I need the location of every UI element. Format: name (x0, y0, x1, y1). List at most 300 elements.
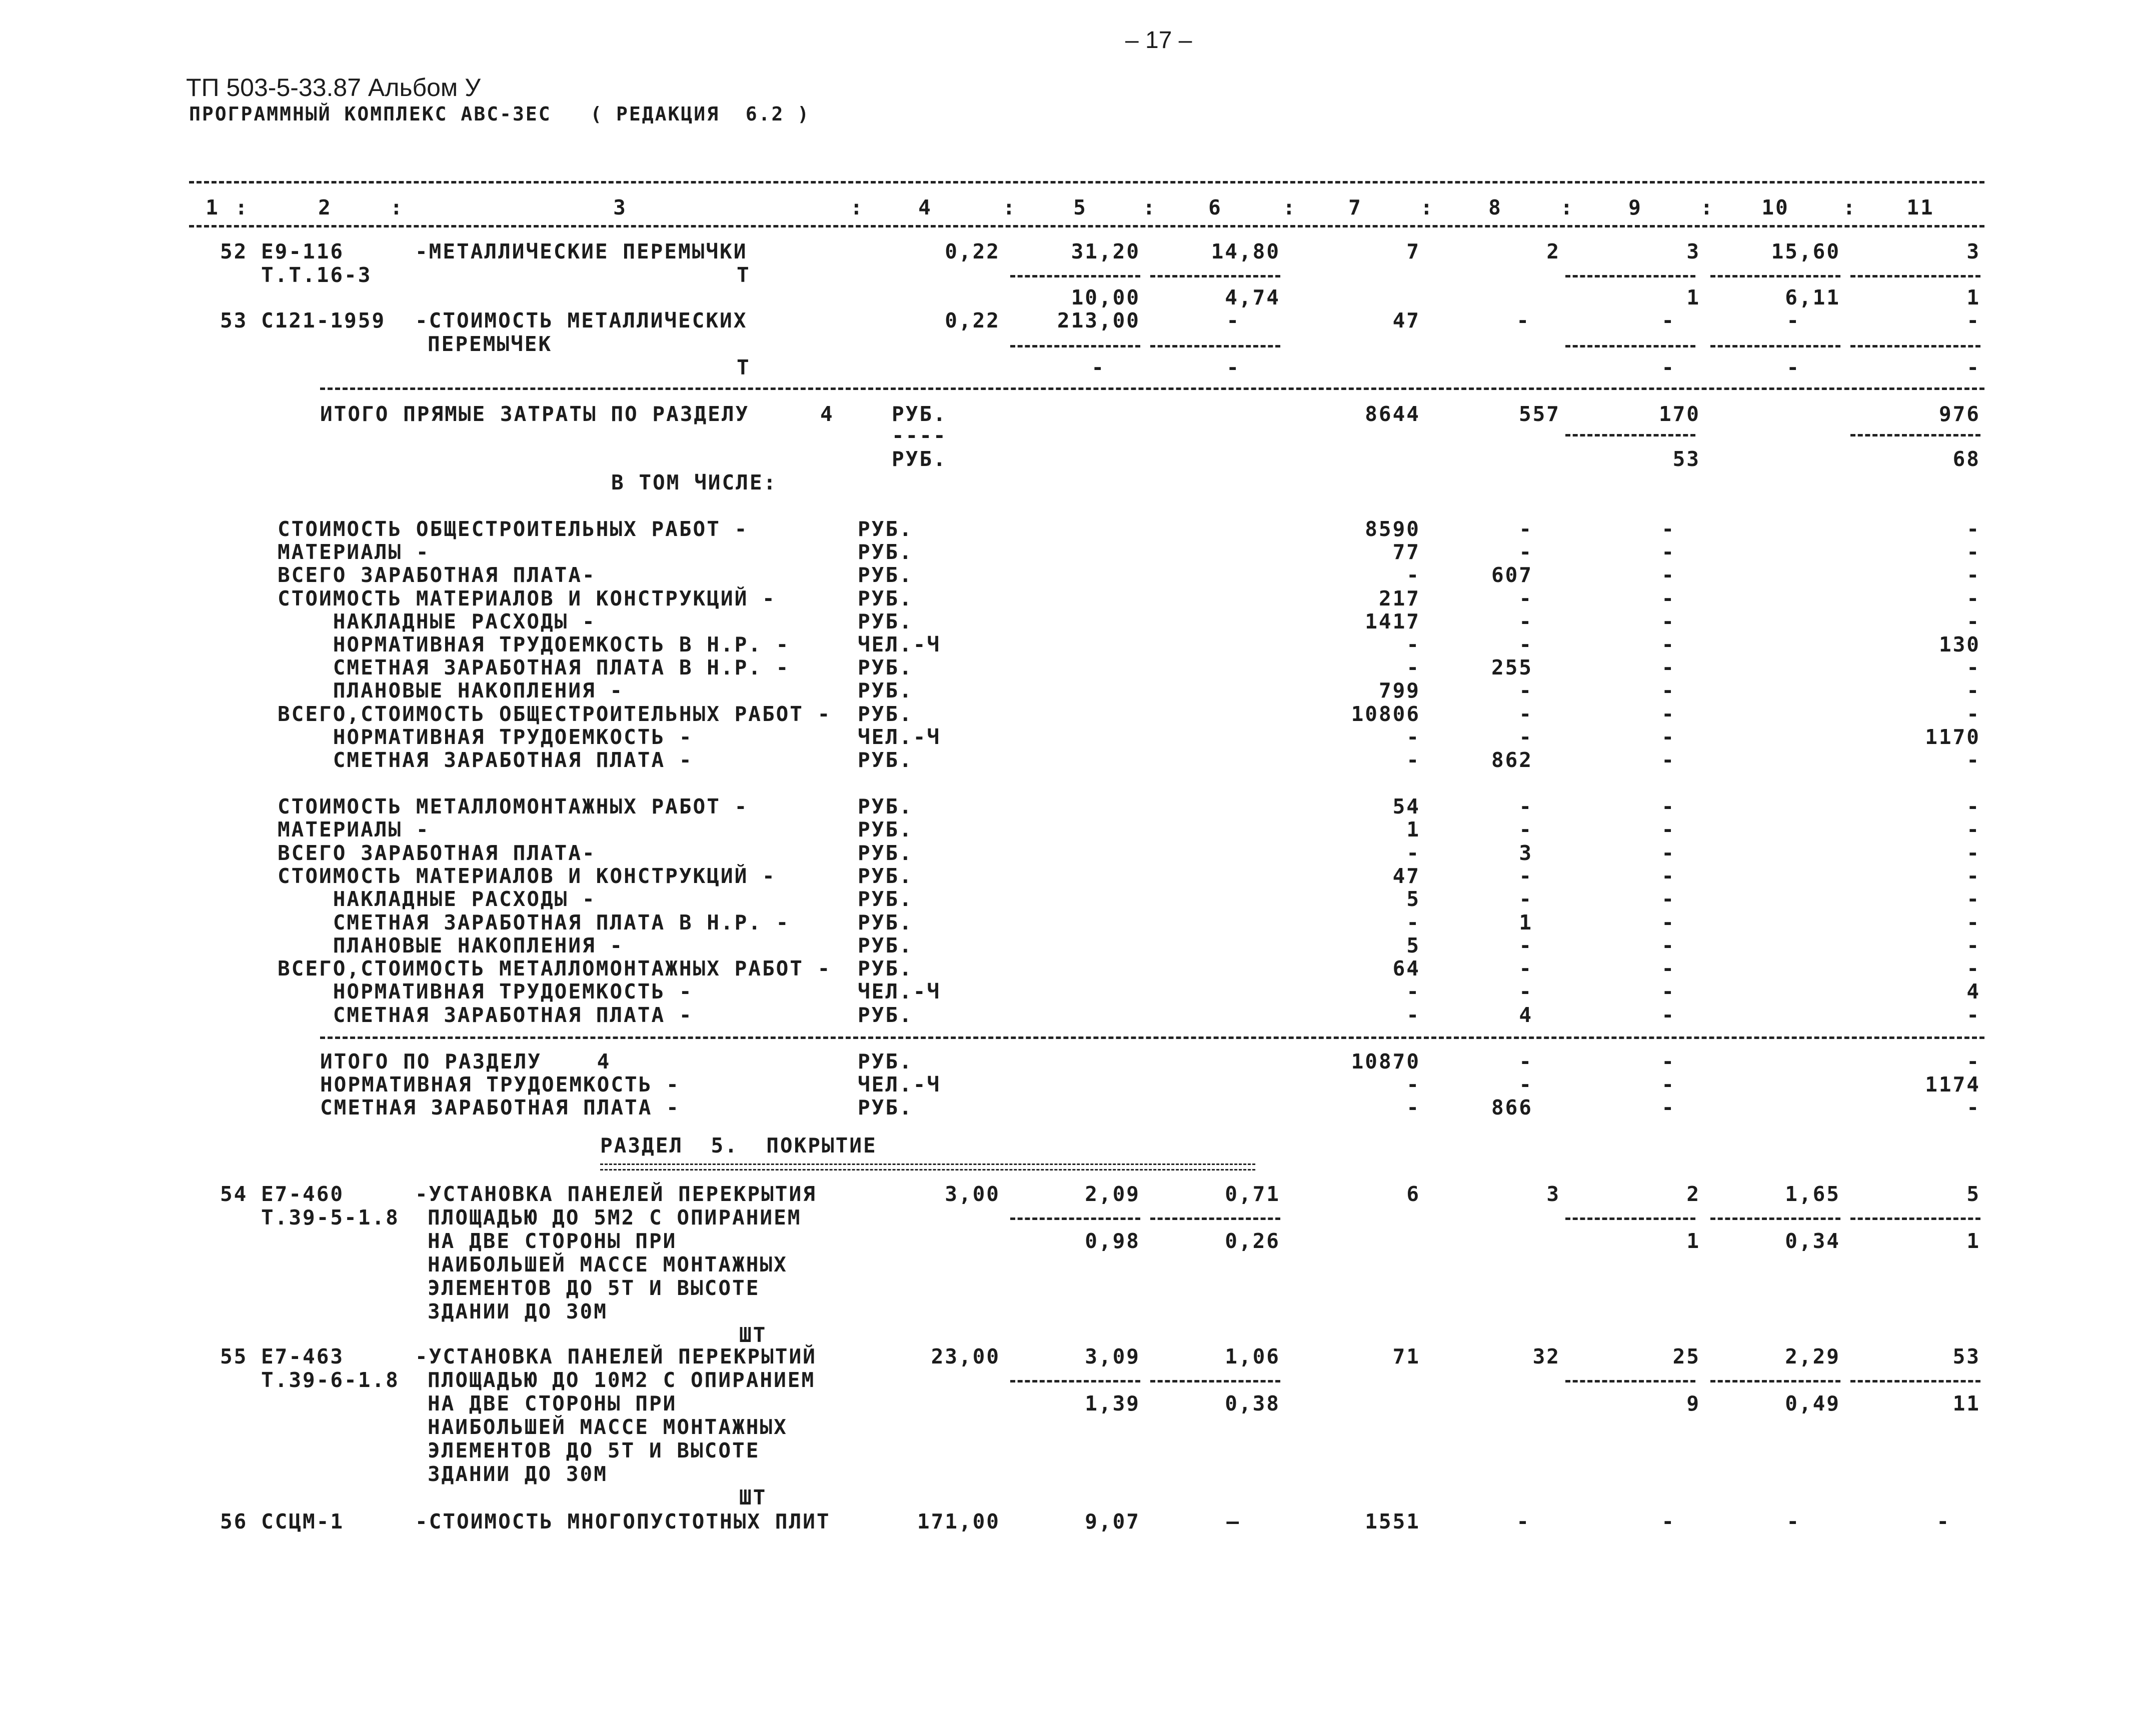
cell-c7: - (1406, 632, 1420, 656)
cell-c8: - (1519, 517, 1533, 541)
cell-c4: 0,22 (945, 308, 1000, 332)
item-description-cont: ЭЛЕМЕНТОВ ДО 5Т И ВЫСОТЕ (428, 1276, 760, 1300)
cell-c8: - (1519, 1050, 1533, 1074)
item-description-cont: ПЛОЩАДЬЮ ДО 5М2 С ОПИРАНИЕМ (428, 1206, 802, 1230)
cell-c11: - (1966, 702, 1980, 726)
col-separator: : (1283, 196, 1297, 220)
cell-c7: 1 (1406, 818, 1420, 842)
cell-c11: 1170 (1925, 724, 1980, 749)
cell-c7: 8644 (1365, 402, 1420, 426)
col-separator: : (1843, 196, 1857, 220)
breakdown-unit: РУБ. (858, 609, 913, 634)
cell-c8: - (1519, 887, 1533, 912)
cell-c9: 170 (1658, 402, 1700, 426)
breakdown-unit: РУБ. (858, 1002, 913, 1027)
item-description: -СТОИМОСТЬ МЕТАЛЛИЧЕСКИХ (415, 308, 748, 332)
cell-c9-wage: 1 (1686, 1229, 1700, 1253)
cell-c9-wage: - (1661, 356, 1675, 380)
breakdown-label: ВСЕГО,СТОИМОСТЬ МЕТАЛЛОМОНТАЖНЫХ РАБОТ - (278, 956, 832, 981)
cell-c8: - (1519, 609, 1533, 634)
item-code-ref: Т.Т.16-3 (261, 263, 372, 287)
cell-c10-wage: 0,49 (1785, 1392, 1840, 1416)
breakdown-unit: РУБ. (858, 586, 913, 610)
cell-c11: 130 (1938, 632, 1980, 656)
cell-c11: - (1966, 840, 1980, 865)
cell-c7: - (1406, 1002, 1420, 1027)
cell-c8: - (1519, 678, 1533, 703)
col-header: 2 (318, 196, 332, 220)
cell-c7: - (1406, 656, 1420, 680)
cell-c9: - (1661, 609, 1675, 634)
cell-c7: 6 (1406, 1182, 1420, 1206)
total-label: ИТОГО ПРЯМЫЕ ЗАТРАТЫ ПО РАЗДЕЛУ (320, 402, 750, 426)
subtotal-rule (1150, 1218, 1280, 1220)
breakdown-unit: РУБ. (858, 702, 913, 726)
total-unit: РУБ. (892, 402, 947, 426)
cell-c5: 213,00 (1057, 308, 1140, 332)
cell-c7: - (1406, 980, 1420, 1004)
cell-c10: 1,65 (1785, 1182, 1840, 1206)
col-header: 9 (1628, 196, 1642, 220)
item-code: Е9-116 (261, 240, 345, 264)
table-top-rule (189, 181, 1984, 184)
cell-c11-wage: 1 (1966, 1229, 1980, 1253)
cell-c10-wage: 0,34 (1785, 1229, 1840, 1253)
cell-c7: - (1406, 840, 1420, 865)
cell-c9: - (1661, 1096, 1675, 1120)
breakdown-label: ПЛАНОВЫЕ НАКОПЛЕНИЯ - (278, 678, 624, 703)
cell-c5-wage: 1,39 (1085, 1392, 1140, 1416)
cell-c5-wage: - (1091, 356, 1105, 380)
cell-c8: - (1519, 933, 1533, 958)
cell-c8: - (1519, 818, 1533, 842)
breakdown-unit: РУБ. (858, 1050, 913, 1074)
including-label: В ТОМ ЧИСЛЕ: (611, 470, 778, 494)
breakdown-label: НОРМАТИВНАЯ ТРУДОЕМКОСТЬ - (278, 724, 693, 749)
cell-c9: - (1661, 724, 1675, 749)
cell-c4: 3,00 (945, 1182, 1000, 1206)
cell-c11: - (1966, 887, 1980, 912)
item-unit: Т (737, 263, 751, 287)
cell-c9-wage: 9 (1686, 1392, 1700, 1416)
cell-c9: 3 (1686, 240, 1700, 264)
cell-c11: - (1966, 609, 1980, 634)
item-description-cont: НАИБОЛЬШЕЙ МАССЕ МОНТАЖНЫХ (428, 1252, 788, 1276)
item-description: -УСТАНОВКА ПАНЕЛЕЙ ПЕРЕКРЫТИЯ (415, 1182, 817, 1206)
cell-c9: - (1661, 678, 1675, 703)
cell-c4: 23,00 (931, 1344, 1000, 1368)
cell-c8: - (1519, 864, 1533, 888)
cell-c6: 14,80 (1211, 240, 1280, 264)
cell-c8: 3 (1519, 840, 1533, 865)
cell-c8: - (1519, 980, 1533, 1004)
cell-c9: - (1661, 1072, 1675, 1096)
cell-c9: - (1661, 702, 1675, 726)
cell-c8: 866 (1491, 1096, 1533, 1120)
cell-c11: 5 (1966, 1182, 1980, 1206)
breakdown-unit: РУБ. (858, 656, 913, 680)
col-header: 5 (1073, 196, 1087, 220)
breakdown-unit: РУБ. (858, 517, 913, 541)
cell-c11: - (1966, 656, 1980, 680)
cell-c11-wage: 1 (1966, 286, 1980, 310)
breakdown-label: МАТЕРИАЛЫ - (278, 540, 430, 564)
breakdown-label: СТОИМОСТЬ ОБЩЕСТРОИТЕЛЬНЫХ РАБОТ - (278, 517, 749, 541)
cell-c8: - (1519, 956, 1533, 981)
item-description-cont: ПЕРЕМЫЧЕК (428, 332, 553, 356)
col-separator: : (850, 196, 864, 220)
item-code-ref: Т.39-5-1.8 (261, 1206, 400, 1230)
section-rule (320, 1036, 1984, 1039)
cell-c11: - (1966, 1096, 1980, 1120)
cell-c9: - (1661, 887, 1675, 912)
item-description-cont: ЗДАНИИ ДО 30М (428, 1462, 608, 1486)
cell-c7: 47 (1392, 864, 1420, 888)
row-number: 54 (220, 1182, 248, 1206)
subtotal-rule (1010, 1218, 1140, 1220)
subtotal-rule (1565, 1218, 1695, 1220)
cell-c5: 3,09 (1085, 1344, 1140, 1368)
cell-c11: 3 (1966, 240, 1980, 264)
row-number: 52 (220, 240, 248, 264)
item-unit: ШТ (739, 1486, 767, 1510)
cell-c11: - (1966, 563, 1980, 588)
cell-c11: - (1966, 1050, 1980, 1074)
breakdown-unit: РУБ. (858, 887, 913, 912)
col-header: 8 (1488, 196, 1502, 220)
cell-c7: 7 (1406, 240, 1420, 264)
cell-c6-wage: 0,38 (1225, 1392, 1280, 1416)
item-code: Е7-460 (261, 1182, 345, 1206)
cell-c8: - (1519, 724, 1533, 749)
cell-c9: - (1661, 632, 1675, 656)
subtotal-rule (1150, 275, 1280, 278)
breakdown-unit: РУБ. (858, 794, 913, 818)
subtotal-rule (1010, 275, 1140, 278)
subtotal-rule (1010, 1380, 1140, 1382)
cell-c8: - (1519, 632, 1533, 656)
breakdown-unit: РУБ. (858, 1096, 913, 1120)
cell-c7: 217 (1378, 586, 1420, 610)
cell-c4: 171,00 (917, 1510, 1000, 1534)
subtotal-rule (1565, 345, 1695, 348)
subtotal-rule (1710, 345, 1840, 348)
cell-c11: - (1966, 586, 1980, 610)
cell-c11: 1174 (1925, 1072, 1980, 1096)
cell-c9: - (1661, 308, 1675, 332)
cell-c7: 54 (1392, 794, 1420, 818)
cell-c11: 4 (1966, 980, 1980, 1004)
breakdown-label: ВСЕГО ЗАРАБОТНАЯ ПЛАТА- (278, 563, 596, 588)
cell-c10: 15,60 (1771, 240, 1840, 264)
cell-c7: - (1406, 1072, 1420, 1096)
cell-c8: 862 (1491, 748, 1533, 772)
item-code: ССЦМ-1 (261, 1510, 345, 1534)
page-number: – 17 – (1125, 27, 1192, 54)
breakdown-label: ВСЕГО ЗАРАБОТНАЯ ПЛАТА- (278, 840, 596, 865)
cell-c8: - (1516, 1510, 1530, 1534)
cell-c5: 9,07 (1085, 1510, 1140, 1534)
breakdown-label: СМЕТНАЯ ЗАРАБОТНАЯ ПЛАТА В Н.Р. - (278, 656, 790, 680)
breakdown-label: СТОИМОСТЬ МАТЕРИАЛОВ И КОНСТРУКЦИЙ - (278, 864, 776, 888)
cell-c10-wage: 6,11 (1785, 286, 1840, 310)
breakdown-unit: РУБ. (858, 678, 913, 703)
breakdown-unit: ЧЕЛ.-Ч (858, 980, 941, 1004)
cell-c8: 3 (1546, 1182, 1560, 1206)
cell-c11: 976 (1938, 402, 1980, 426)
cell-c7: - (1406, 910, 1420, 934)
subtotal-rule (1710, 275, 1840, 278)
col-separator: : (1003, 196, 1017, 220)
breakdown-label: СТОИМОСТЬ МАТЕРИАЛОВ И КОНСТРУКЦИЙ - (278, 586, 776, 610)
document-title: ТП 503-5-33.87 Альбом У (186, 74, 481, 102)
item-description-cont: НА ДВЕ СТОРОНЫ ПРИ (428, 1392, 677, 1416)
breakdown-label: ВСЕГО,СТОИМОСТЬ ОБЩЕСТРОИТЕЛЬНЫХ РАБОТ - (278, 702, 832, 726)
col-separator: : (1700, 196, 1714, 220)
cell-c9: - (1661, 517, 1675, 541)
breakdown-unit: РУБ. (858, 840, 913, 865)
cell-c5: 31,20 (1071, 240, 1140, 264)
cell-c9: - (1661, 864, 1675, 888)
cell-c7: - (1406, 748, 1420, 772)
cell-c9: - (1661, 540, 1675, 564)
cell-c6-wage: 0,26 (1225, 1229, 1280, 1253)
cell-c11: - (1966, 1002, 1980, 1027)
subtotal-rule (1850, 1218, 1980, 1220)
total-dash: ---- (892, 424, 947, 448)
item-code-ref: Т.39-6-1.8 (261, 1368, 400, 1392)
subtotal-rule (1850, 345, 1980, 348)
cell-c9: - (1661, 586, 1675, 610)
breakdown-label: НАКЛАДНЫЕ РАСХОДЫ - (278, 887, 596, 912)
breakdown-unit: РУБ. (858, 748, 913, 772)
cell-c9: - (1661, 1510, 1675, 1534)
cell-c8: 255 (1491, 656, 1533, 680)
cell-c6-wage: 4,74 (1225, 286, 1280, 310)
cell-c7: 1417 (1365, 609, 1420, 634)
breakdown-label: ИТОГО ПО РАЗДЕЛУ 4 (320, 1050, 611, 1074)
breakdown-unit: РУБ. (858, 864, 913, 888)
cell-c11: - (1966, 933, 1980, 958)
item-description-cont: ЗДАНИИ ДО 30М (428, 1300, 608, 1324)
breakdown-unit: РУБ. (858, 910, 913, 934)
breakdown-unit: РУБ. (858, 563, 913, 588)
col-separator: : (390, 196, 404, 220)
breakdown-unit: ЧЕЛ.-Ч (858, 1072, 941, 1096)
cell-c5-wage: 0,98 (1085, 1229, 1140, 1253)
row-number: 56 (220, 1510, 248, 1534)
cell-c9: - (1661, 910, 1675, 934)
breakdown-label: НОРМАТИВНАЯ ТРУДОЕМКОСТЬ В Н.Р. - (278, 632, 790, 656)
cell-c8: - (1519, 1072, 1533, 1096)
cell-c9: - (1661, 956, 1675, 981)
cell-c9: - (1661, 656, 1675, 680)
cell-c7: 799 (1378, 678, 1420, 703)
cell-c9: - (1661, 748, 1675, 772)
item-description: -УСТАНОВКА ПАНЕЛЕЙ ПЕРЕКРЫТИЙ (415, 1344, 817, 1368)
cell-c8: - (1519, 586, 1533, 610)
cell-c6-wage: - (1226, 356, 1240, 380)
cell-c11-wage: - (1966, 356, 1980, 380)
cell-c7: 5 (1406, 933, 1420, 958)
subtotal-rule (1565, 275, 1695, 278)
cell-c11: - (1966, 678, 1980, 703)
item-description-cont: ПЛОЩАДЬЮ ДО 10М2 С ОПИРАНИЕМ (428, 1368, 816, 1392)
item-unit: ШТ (739, 1323, 767, 1347)
item-code: С121-1959 (261, 308, 386, 332)
breakdown-label: ПЛАНОВЫЕ НАКОПЛЕНИЯ - (278, 933, 624, 958)
cell-c7: 8590 (1365, 517, 1420, 541)
col-separator: : (235, 196, 249, 220)
col-header: 7 (1348, 196, 1362, 220)
breakdown-label: НОРМАТИВНАЯ ТРУДОЕМКОСТЬ - (320, 1072, 680, 1096)
cell-c10: - (1786, 1510, 1800, 1534)
cell-c9: 25 (1672, 1344, 1700, 1368)
cell-c11: - (1966, 308, 1980, 332)
item-unit: Т (737, 356, 751, 380)
breakdown-unit: РУБ. (858, 540, 913, 564)
cell-c10: 2,29 (1785, 1344, 1840, 1368)
breakdown-label: СМЕТНАЯ ЗАРАБОТНАЯ ПЛАТА - (278, 1002, 693, 1027)
cell-c8: - (1516, 308, 1530, 332)
cell-c5-wage: 10,00 (1071, 286, 1140, 310)
col-separator: : (1420, 196, 1434, 220)
breakdown-label: СМЕТНАЯ ЗАРАБОТНАЯ ПЛАТА - (278, 748, 693, 772)
breakdown-label: НАКЛАДНЫЕ РАСХОДЫ - (278, 609, 596, 634)
col-header: 4 (918, 196, 932, 220)
subtotal-rule (1710, 1218, 1840, 1220)
cell-c7: 77 (1392, 540, 1420, 564)
cell-c11: - (1966, 956, 1980, 981)
breakdown-unit: РУБ. (858, 818, 913, 842)
cell-c7: 10870 (1351, 1050, 1420, 1074)
cell-c9-wage: 1 (1686, 286, 1700, 310)
item-description: -СТОИМОСТЬ МНОГОПУСТОТНЫХ ПЛИТ (415, 1510, 831, 1534)
cell-c10-wage: - (1786, 356, 1800, 380)
cell-c11: - (1966, 794, 1980, 818)
cell-c9: - (1661, 840, 1675, 865)
cell-c8: 557 (1518, 402, 1560, 426)
cell-c7: 64 (1392, 956, 1420, 981)
col-separator: : (1560, 196, 1574, 220)
row-number: 55 (220, 1344, 248, 1368)
cell-c5: 2,09 (1085, 1182, 1140, 1206)
cell-c6: - (1226, 308, 1240, 332)
cell-c7: 5 (1406, 887, 1420, 912)
cell-c11: - (1936, 1510, 1950, 1534)
cell-c6: – (1226, 1510, 1240, 1534)
cell-c9: - (1661, 933, 1675, 958)
cell-c7: - (1406, 724, 1420, 749)
breakdown-label: СТОИМОСТЬ МЕТАЛЛОМОНТАЖНЫХ РАБОТ - (278, 794, 749, 818)
section-title-underline (600, 1164, 1255, 1170)
breakdown-label: МАТЕРИАЛЫ - (278, 818, 430, 842)
cell-c6: 0,71 (1225, 1182, 1280, 1206)
subtotal-rule (1565, 1380, 1695, 1382)
breakdown-label: СМЕТНАЯ ЗАРАБОТНАЯ ПЛАТА В Н.Р. - (278, 910, 790, 934)
cell-c7: - (1406, 1096, 1420, 1120)
subtotal-rule (1850, 434, 1980, 436)
cell-c7: 47 (1392, 308, 1420, 332)
cell-c9: - (1661, 794, 1675, 818)
cell-c11: - (1966, 864, 1980, 888)
cell-c11: - (1966, 517, 1980, 541)
breakdown-unit: ЧЕЛ.-Ч (858, 632, 941, 656)
cell-c11-wage: 68 (1952, 447, 1980, 471)
col-header: 6 (1208, 196, 1222, 220)
subtotal-rule (1010, 345, 1140, 348)
cell-c8: - (1519, 540, 1533, 564)
col-header: 3 (613, 196, 627, 220)
breakdown-unit: РУБ. (858, 956, 913, 981)
cell-c11: - (1966, 910, 1980, 934)
cell-c4: 0,22 (945, 240, 1000, 264)
subtotal-rule (1710, 1380, 1840, 1382)
section-title: РАЗДЕЛ 5. ПОКРЫТИЕ (600, 1134, 877, 1158)
cell-c8: 2 (1546, 240, 1560, 264)
subtotal-rule (1565, 434, 1695, 436)
cell-c9: - (1661, 1050, 1675, 1074)
cell-c11: - (1966, 540, 1980, 564)
document-subtitle: ПРОГРАММНЫЙ КОМПЛЕКС АВС-3ЕС ( РЕДАКЦИЯ 6.2 ) (189, 103, 811, 125)
cell-c9: - (1661, 980, 1675, 1004)
breakdown-unit: ЧЕЛ.-Ч (858, 724, 941, 749)
section-rule (320, 388, 1984, 390)
row-number: 53 (220, 308, 248, 332)
subtotal-rule (1850, 275, 1980, 278)
breakdown-unit: РУБ. (858, 933, 913, 958)
cell-c8: - (1519, 794, 1533, 818)
col-header: 10 (1761, 196, 1789, 220)
item-description-cont: НАИБОЛЬШЕЙ МАССЕ МОНТАЖНЫХ (428, 1415, 788, 1439)
header-bottom-rule (189, 225, 1984, 228)
cell-c8: 32 (1532, 1344, 1560, 1368)
cell-c8: - (1519, 702, 1533, 726)
cell-c8: 607 (1491, 563, 1533, 588)
cell-c8: 4 (1519, 1002, 1533, 1027)
cell-c7: 1551 (1365, 1510, 1420, 1534)
subtotal-rule (1850, 1380, 1980, 1382)
item-description-cont: НА ДВЕ СТОРОНЫ ПРИ (428, 1229, 677, 1253)
subtotal-rule (1150, 1380, 1280, 1382)
cell-c9: - (1661, 563, 1675, 588)
cell-c9: - (1661, 818, 1675, 842)
cell-c9: 2 (1686, 1182, 1700, 1206)
breakdown-label: НОРМАТИВНАЯ ТРУДОЕМКОСТЬ - (278, 980, 693, 1004)
item-code: Е7-463 (261, 1344, 345, 1368)
cell-c7: 10806 (1351, 702, 1420, 726)
cell-c11: 53 (1952, 1344, 1980, 1368)
item-description-cont: ЭЛЕМЕНТОВ ДО 5Т И ВЫСОТЕ (428, 1438, 760, 1462)
item-description: -МЕТАЛЛИЧЕСКИЕ ПЕРЕМЫЧКИ (415, 240, 748, 264)
cell-c7: 71 (1392, 1344, 1420, 1368)
cell-c11: - (1966, 818, 1980, 842)
breakdown-label: СМЕТНАЯ ЗАРАБОТНАЯ ПЛАТА - (320, 1096, 680, 1120)
cell-c11: - (1966, 748, 1980, 772)
cell-c10: - (1786, 308, 1800, 332)
col-header: 11 (1906, 196, 1934, 220)
cell-c11-wage: 11 (1952, 1392, 1980, 1416)
total-section: 4 (820, 402, 834, 426)
cell-c6: 1,06 (1225, 1344, 1280, 1368)
subtotal-rule (1150, 345, 1280, 348)
total-unit-wage: РУБ. (892, 447, 947, 471)
col-header: 1 (206, 196, 220, 220)
cell-c9-wage: 53 (1672, 447, 1700, 471)
cell-c9: - (1661, 1002, 1675, 1027)
cell-c7: - (1406, 563, 1420, 588)
col-separator: : (1143, 196, 1157, 220)
